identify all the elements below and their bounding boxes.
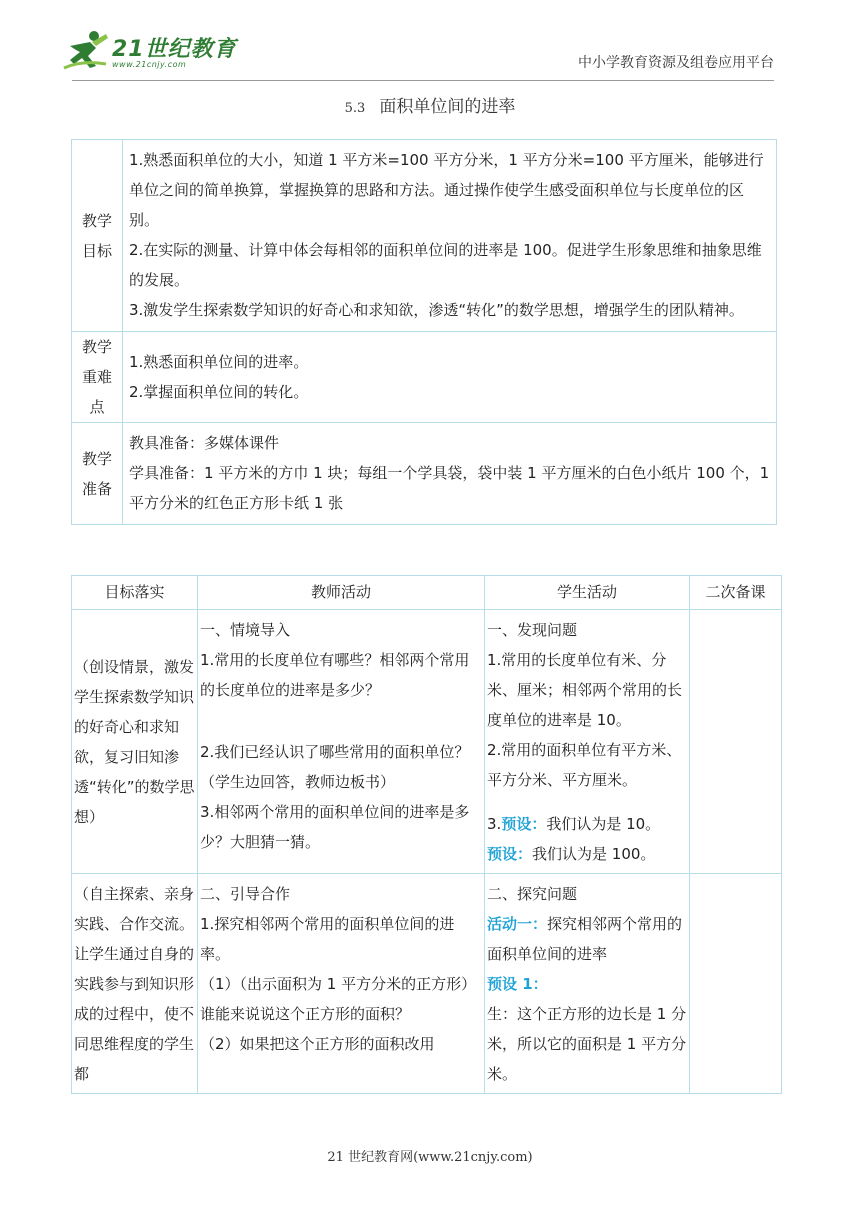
goal-item: 3.激发学生探索数学知识的好奇心和求知欲，渗透“转化”的数学思想，增强学生的团队精神。 <box>129 301 744 319</box>
teacher-question: 3.相邻两个常用的面积单位间的进率是多少？大胆猜一猜。 <box>200 803 470 851</box>
header-student: 学生活动 <box>485 576 690 610</box>
activity-text: 探究相邻两个常用的面积单位间的进率 <box>487 915 683 963</box>
key-points-row <box>72 332 777 423</box>
prep-item: 学具准备：1 平方米的方巾 1 块；每组一个学具袋，袋中装 1 平方厘米的白色小纸片 100 个，1 平方分米的红色正方形卡纸 1 张 <box>129 464 770 512</box>
prep-content <box>123 423 777 525</box>
prep-row <box>72 423 777 525</box>
student-cell <box>485 610 690 874</box>
key-points-content <box>123 332 777 423</box>
prep-label: 教学准备 <box>72 423 123 525</box>
goal-item: 1.熟悉面积单位的大小，知道 1 平方米=100 平方分米，1 平方分米=100 平方厘米，能够进行单位之间的简单换算，掌握换算的思路和方法。通过操作使学生感受面积单位与长度单位的区别。 <box>129 151 764 229</box>
key-points-label: 教学重难点 <box>72 332 123 423</box>
header-divider <box>72 80 774 81</box>
preset-label: 预设： <box>487 845 533 863</box>
goals-label: 教学目标 <box>72 140 123 332</box>
teacher-question: 1.探究相邻两个常用的面积单位间的进率。 <box>200 915 455 963</box>
answer-text: 我们认为是 10。 <box>546 815 661 833</box>
activity-row-1 <box>72 610 782 874</box>
key-point-item: 2.掌握面积单位间的转化。 <box>129 383 309 401</box>
site-logo[interactable] <box>62 30 237 74</box>
runner-logo-icon <box>62 30 110 70</box>
student-cell <box>485 874 690 1094</box>
teacher-question: 2.我们已经认识了哪些常用的面积单位？ <box>200 743 470 761</box>
preset-label: 预设 1： <box>487 975 548 993</box>
teacher-question: 1.常用的长度单位有哪些？相邻两个常用的长度单位的进率是多少？ <box>200 651 470 699</box>
page-footer: 21 世纪教育网(www.21cnjy.com) <box>327 1150 533 1165</box>
student-section: 一、发现问题 <box>487 621 578 639</box>
preset-label: 预设： <box>501 815 547 833</box>
goal-cell: （创设情景，激发学生探索数学知识的好奇心和求知欲，复习旧知渗透“转化”的数学思想） <box>72 610 198 874</box>
header-revision: 二次备课 <box>690 576 782 610</box>
teacher-cell <box>198 874 485 1094</box>
page-header <box>0 0 860 82</box>
header-teacher: 教师活动 <box>198 576 485 610</box>
prep-item: 教具准备：多媒体课件 <box>129 434 280 452</box>
goal-cell: （自主探索、亲身实践、合作交流。让学生通过自身的实践参与到知识形成的过程中，使不同思维程度的学生都 <box>72 874 198 1094</box>
student-section: 二、探究问题 <box>487 885 578 903</box>
goals-row <box>72 140 777 332</box>
activity-header-row <box>72 576 782 610</box>
activity-row-2 <box>72 874 782 1094</box>
student-answer: 生：这个正方形的边长是 1 分米，所以它的面积是 1 平方分米。 <box>487 1005 687 1083</box>
revision-cell <box>690 610 782 874</box>
teacher-section: 一、情境导入 <box>200 621 291 639</box>
teacher-note: （学生边回答，教师边板书） <box>200 773 396 791</box>
section-number: 5.3 <box>344 101 366 116</box>
key-point-item: 1.熟悉面积单位间的进率。 <box>129 353 309 371</box>
teacher-question: （2）如果把这个正方形的面积改用 <box>200 1035 435 1053</box>
header-goal: 目标落实 <box>72 576 198 610</box>
logo-text: 21世纪教育 <box>112 37 237 62</box>
revision-cell <box>690 874 782 1094</box>
activity-label: 活动一： <box>487 915 548 933</box>
student-activity <box>487 909 687 969</box>
teacher-question: （1）（出示面积为 1 平方分米的正方形）谁能来说说这个正方形的面积？ <box>200 975 477 1023</box>
lesson-plan-table <box>71 139 777 525</box>
student-answer <box>487 839 687 869</box>
platform-name: 中小学教育资源及组卷应用平台 <box>578 55 774 71</box>
section-title: 面积单位间的进率 <box>379 97 516 117</box>
activity-table <box>71 575 782 1094</box>
goal-item: 2.在实际的测量、计算中体会每相邻的面积单位间的进率是 100。促进学生形象思维和抽象思维的发展。 <box>129 241 762 289</box>
teacher-section: 二、引导合作 <box>200 885 291 903</box>
page-title <box>0 92 860 117</box>
student-answer <box>487 809 687 839</box>
answer-prefix: 3. <box>487 815 502 833</box>
student-answer: 2.常用的面积单位有平方米、平方分米、平方厘米。 <box>487 741 682 789</box>
goals-content <box>123 140 777 332</box>
logo-url: www.21cnjy.com <box>112 60 187 69</box>
teacher-cell <box>198 610 485 874</box>
student-answer: 1.常用的长度单位有米、分米、厘米；相邻两个常用的长度单位的进率是 10。 <box>487 651 683 729</box>
answer-text: 我们认为是 100。 <box>532 845 656 863</box>
